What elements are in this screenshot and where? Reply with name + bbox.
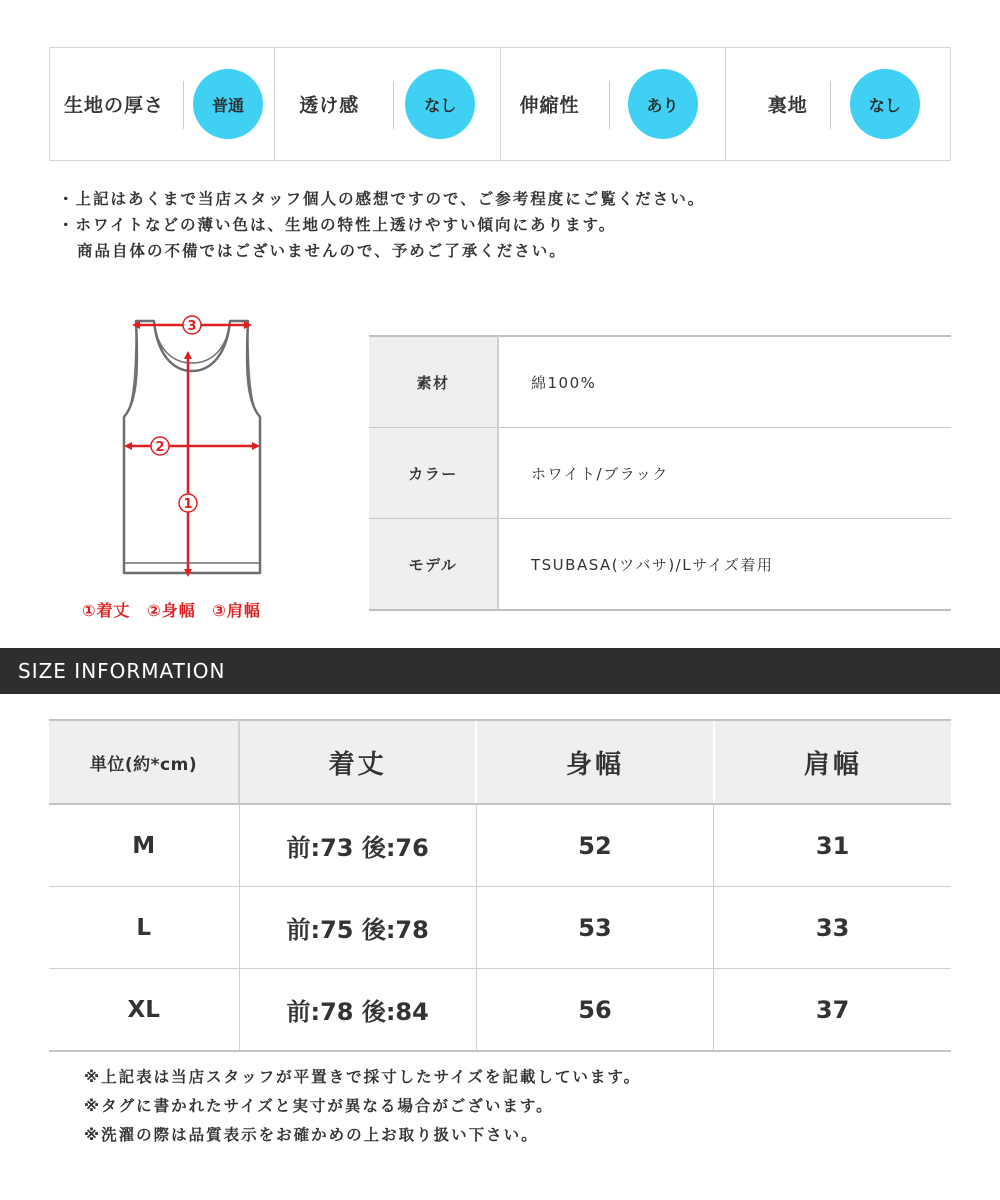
attribute-value-badge: なし bbox=[405, 69, 475, 139]
tank-top-measurement-diagram bbox=[110, 305, 280, 595]
table-row bbox=[49, 969, 951, 1052]
length-value: 前:78 後:84 bbox=[239, 969, 476, 1052]
attribute-value-badge: あり bbox=[628, 69, 698, 139]
shoulder-marker: 3 bbox=[187, 319, 197, 334]
attribute-label: 生地の厚さ bbox=[64, 94, 165, 117]
chest-value: 53 bbox=[476, 887, 713, 969]
chest-marker: 2 bbox=[155, 440, 165, 455]
table-row bbox=[49, 887, 951, 969]
attribute-value-badge: 普通 bbox=[193, 69, 263, 139]
header-unit: 単位(約*cm) bbox=[49, 720, 239, 804]
legend-shoulder: ③肩幅 bbox=[212, 601, 261, 620]
attribute-divider bbox=[830, 81, 831, 129]
length-value: 前:73 後:76 bbox=[239, 804, 476, 887]
size-table-header bbox=[49, 720, 951, 804]
note-line: 商品自体の不備ではございませんので、予めご了承ください。 bbox=[77, 242, 567, 260]
spec-value: 綿100% bbox=[498, 336, 951, 428]
attribute-stretch bbox=[501, 48, 726, 160]
spec-row bbox=[369, 519, 951, 611]
size-label: L bbox=[49, 887, 239, 969]
attribute-thickness bbox=[50, 48, 275, 160]
length-value: 前:75 後:78 bbox=[239, 887, 476, 969]
chest-value: 52 bbox=[476, 804, 713, 887]
footnote-line: ※タグに書かれたサイズと実寸が異なる場合がございます。 bbox=[84, 1097, 554, 1115]
spec-row bbox=[369, 336, 951, 428]
note-line: ・上記はあくまで当店スタッフ個人の感想ですので、ご参考程度にご覧ください。 bbox=[58, 190, 706, 208]
attribute-label: 伸縮性 bbox=[519, 94, 580, 117]
header-length: 着丈 bbox=[239, 720, 476, 804]
spec-value: ホワイト/ブラック bbox=[498, 428, 951, 519]
header-chest: 身幅 bbox=[476, 720, 713, 804]
attribute-divider bbox=[183, 81, 184, 129]
spec-value: TSUBASA(ツバサ)/Lサイズ着用 bbox=[498, 519, 951, 611]
header-shoulder: 肩幅 bbox=[714, 720, 951, 804]
spec-key: カラー bbox=[369, 428, 498, 519]
footnote-line: ※上記表は当店スタッフが平置きで採寸したサイズを記載しています。 bbox=[84, 1068, 642, 1086]
length-marker: 1 bbox=[183, 497, 193, 512]
shoulder-value: 33 bbox=[714, 887, 951, 969]
size-footnotes bbox=[84, 1063, 641, 1150]
table-row bbox=[49, 804, 951, 887]
fabric-attributes-row bbox=[49, 47, 951, 161]
legend-chest: ②身幅 bbox=[147, 601, 196, 620]
impression-notes bbox=[58, 186, 705, 264]
spec-row bbox=[369, 428, 951, 519]
size-table bbox=[49, 719, 951, 1052]
spec-key: モデル bbox=[369, 519, 498, 611]
size-label: XL bbox=[49, 969, 239, 1052]
shoulder-value: 31 bbox=[714, 804, 951, 887]
size-label: M bbox=[49, 804, 239, 887]
section-title-bar: SIZE INFORMATION bbox=[0, 648, 1000, 694]
attribute-lining bbox=[726, 48, 950, 160]
legend-length: ①着丈 bbox=[82, 601, 131, 620]
measurement-legend bbox=[82, 598, 271, 621]
chest-value: 56 bbox=[476, 969, 713, 1052]
attribute-value-badge: なし bbox=[850, 69, 920, 139]
spec-key: 素材 bbox=[369, 336, 498, 428]
tank-top-illustration bbox=[110, 305, 280, 595]
product-spec-table bbox=[369, 335, 951, 611]
shoulder-value: 37 bbox=[714, 969, 951, 1052]
footnote-line: ※洗濯の際は品質表示をお確かめの上お取り扱い下さい。 bbox=[84, 1126, 539, 1144]
attribute-divider bbox=[393, 81, 394, 129]
attribute-label: 裏地 bbox=[767, 94, 808, 117]
attribute-label: 透け感 bbox=[299, 94, 360, 117]
attribute-divider bbox=[609, 81, 610, 129]
note-line: ・ホワイトなどの薄い色は、生地の特性上透けやすい傾向にあります。 bbox=[58, 216, 617, 234]
attribute-transparency bbox=[275, 48, 500, 160]
